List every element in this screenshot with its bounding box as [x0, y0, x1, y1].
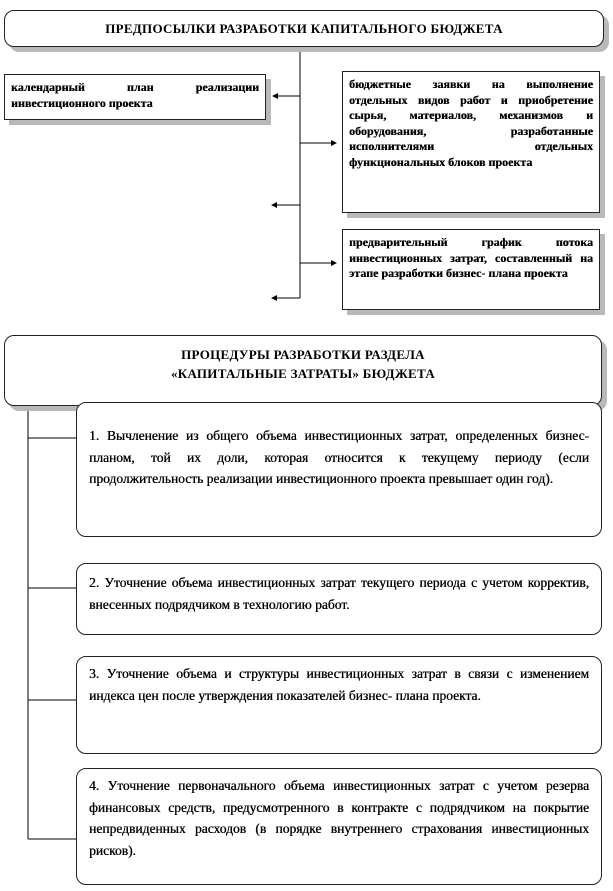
procedure-step-4 — [76, 768, 602, 885]
prerequisite-budget-requests — [342, 71, 600, 213]
prerequisite-investment-schedule — [342, 229, 600, 310]
procedure-step-1 — [76, 402, 602, 537]
procedure-step-2 — [76, 563, 602, 635]
prerequisite-label: бюджетные заявки на выполнение отдельных видов работ и приобретение сырья, материалов, механизмов и оборудования, разработанные исполнителями отдельных функциональных блоков проекта — [349, 77, 593, 169]
prerequisite-calendar-plan — [4, 74, 266, 120]
step-text: 1. Вычленение из общего объема инвестиционных затрат, определенных бизнес- планом, той их доли, которая относится к текущему периоду (если продолжительность реализации инвестиционного проекта превышает один год). — [89, 428, 589, 486]
header-title: ПРЕДПОСЫЛКИ РАЗРАБОТКИ КАПИТАЛЬНОГО БЮДЖЕТА — [105, 21, 503, 36]
step-text: 3. Уточнение объема и структуры инвестиционных затрат в связи с изменением индекса цен после утверждения показателей бизнес- плана проекта. — [89, 666, 589, 703]
procedures-title-line2: «КАПИТАЛЬНЫЕ ЗАТРАТЫ» БЮДЖЕТА — [170, 366, 436, 381]
prerequisite-label: предварительный график потока инвестиционных затрат, составленный на этапе разработки бизнес- плана проекта — [349, 235, 593, 280]
procedures-title-line1: ПРОЦЕДУРЫ РАЗРАБОТКИ РАЗДЕЛА — [181, 347, 425, 362]
header-box — [4, 10, 604, 47]
procedures-header-box — [4, 335, 602, 406]
prerequisite-label: календарный план реализации инвестиционного проекта — [11, 80, 259, 110]
step-text: 4. Уточнение первоначального объема инвестиционных затрат с учетом резерва финансовых средств, предусмотренного в контракте с подрядчиком на покрытие непредвиденных расходов (в порядке внутреннего страхования инвестиционных рисков). — [89, 778, 589, 858]
procedure-step-3 — [76, 656, 602, 754]
step-text: 2. Уточнение объема инвестиционных затрат текущего периода с учетом корректив, внесенных подрядчиком в технологию работ. — [89, 575, 589, 612]
